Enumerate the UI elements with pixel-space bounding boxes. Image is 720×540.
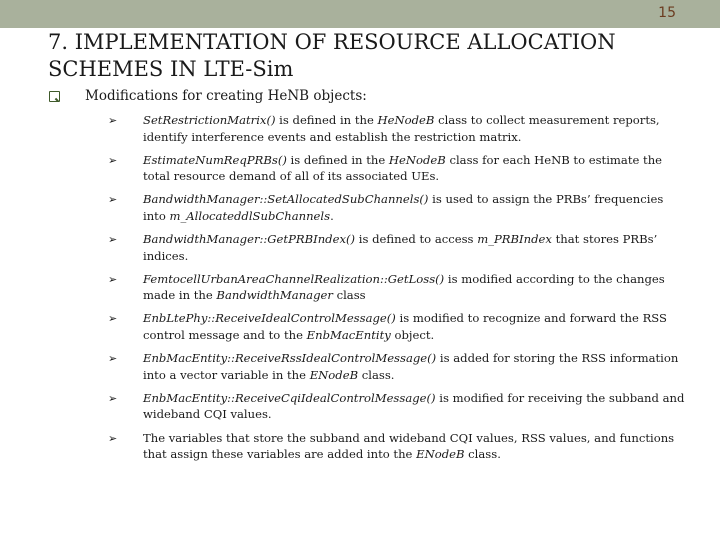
- text-segment: class to collect measurement reports, identify interference events and establish the restriction matrix.: [143, 113, 660, 144]
- arrow-right-icon: ➢: [108, 153, 118, 167]
- arrow-right-icon: ➢: [108, 391, 118, 405]
- arrow-right-icon: ➢: [108, 193, 118, 207]
- arrow-right-icon: ➢: [108, 431, 118, 445]
- text-segment: is defined in the: [286, 152, 389, 167]
- list-item: [108, 231, 688, 271]
- italic-code-term: BandwidthManager: [216, 288, 333, 303]
- list-item-text: [143, 231, 688, 264]
- italic-code-term: m_PRBIndex: [477, 232, 552, 247]
- q-checkbox-icon: [49, 91, 60, 102]
- italic-code-term: m_AllocateddlSubChannels: [169, 208, 331, 223]
- slide-title: 7. IMPLEMENTATION OF RESOURCE ALLOCATION SCHEMES IN LTE-Sim: [48, 30, 616, 81]
- italic-code-term: EnbMacEntity::ReceiveRssIdealControlMessage(): [143, 351, 437, 366]
- arrow-right-icon: ➢: [108, 114, 118, 127]
- italic-code-term: EnbMacEntity::ReceiveCqiIdealControlMessage(): [143, 390, 436, 405]
- list-item: [108, 112, 688, 152]
- list-item: [108, 390, 688, 430]
- text-segment: is defined to access: [355, 232, 478, 247]
- arrow-right-icon: ➢: [108, 312, 118, 326]
- top-bar: [0, 0, 720, 28]
- italic-code-term: HeNodeB: [388, 152, 446, 167]
- main-bullet-text: Modifications for creating HeNB objects:: [85, 88, 367, 104]
- list-item: [108, 191, 688, 231]
- text-segment: is modified for receiving the subband and wideband CQI values.: [143, 390, 685, 422]
- list-item: [108, 152, 688, 192]
- list-item-text: [143, 271, 688, 304]
- list-item-text: [143, 390, 688, 423]
- text-segment: is used to assign the PRBs’ frequencies into: [143, 192, 664, 223]
- text-segment: .: [330, 208, 334, 223]
- list-item-text: [143, 430, 688, 463]
- italic-code-term: FemtocellUrbanAreaChannelRealization::GetLoss(): [143, 271, 445, 286]
- list-item-text: [143, 350, 688, 383]
- slide-number: 15: [658, 5, 676, 21]
- text-segment: class.: [358, 367, 395, 382]
- list-item-text: [143, 310, 688, 343]
- text-segment: is modified to recognize and forward the RSS control message and to the: [143, 311, 667, 342]
- list-item: [108, 310, 688, 350]
- italic-code-term: SetRestrictionMatrix(): [143, 113, 276, 127]
- list-item: [108, 271, 688, 311]
- text-segment: class.: [464, 447, 501, 461]
- list-item: [108, 430, 688, 470]
- text-segment: class for each HeNB to estimate the total resource demand of all of its associated UEs.: [143, 152, 663, 184]
- text-segment: is modified according to the changes made in the: [143, 271, 665, 303]
- italic-code-term: EnbLtePhy::ReceiveIdealControlMessage(): [143, 311, 396, 326]
- arrow-right-icon: ➢: [108, 272, 118, 286]
- list-item-text: [143, 112, 688, 145]
- text-segment: that stores PRBs’ indices.: [143, 232, 658, 263]
- list-item: [108, 350, 688, 390]
- italic-code-term: EnbMacEntity: [306, 327, 391, 342]
- list-item-text: [143, 191, 688, 224]
- text-segment: is defined in the: [275, 113, 378, 127]
- list-item-text: [143, 152, 688, 185]
- italic-code-term: BandwidthManager::SetAllocatedSubChannels(): [143, 192, 429, 207]
- text-segment: The variables that store the subband and wideband CQI values, RSS values, and functions that assign these variables are added into the: [143, 430, 675, 461]
- text-segment: object.: [390, 327, 435, 342]
- italic-code-term: EstimateNumReqPRBs(): [143, 152, 287, 167]
- arrow-right-icon: ➢: [108, 233, 118, 247]
- italic-code-term: ENodeB: [416, 447, 465, 461]
- arrow-right-icon: ➢: [108, 352, 118, 366]
- text-segment: is added for storing the RSS information into a vector variable in the: [143, 351, 679, 382]
- sub-bullet-list: [108, 112, 688, 469]
- text-segment: class: [332, 288, 366, 303]
- italic-code-term: ENodeB: [309, 367, 359, 382]
- main-bullet: [49, 88, 367, 104]
- italic-code-term: BandwidthManager::GetPRBIndex(): [143, 232, 356, 247]
- italic-code-term: HeNodeB: [377, 113, 435, 127]
